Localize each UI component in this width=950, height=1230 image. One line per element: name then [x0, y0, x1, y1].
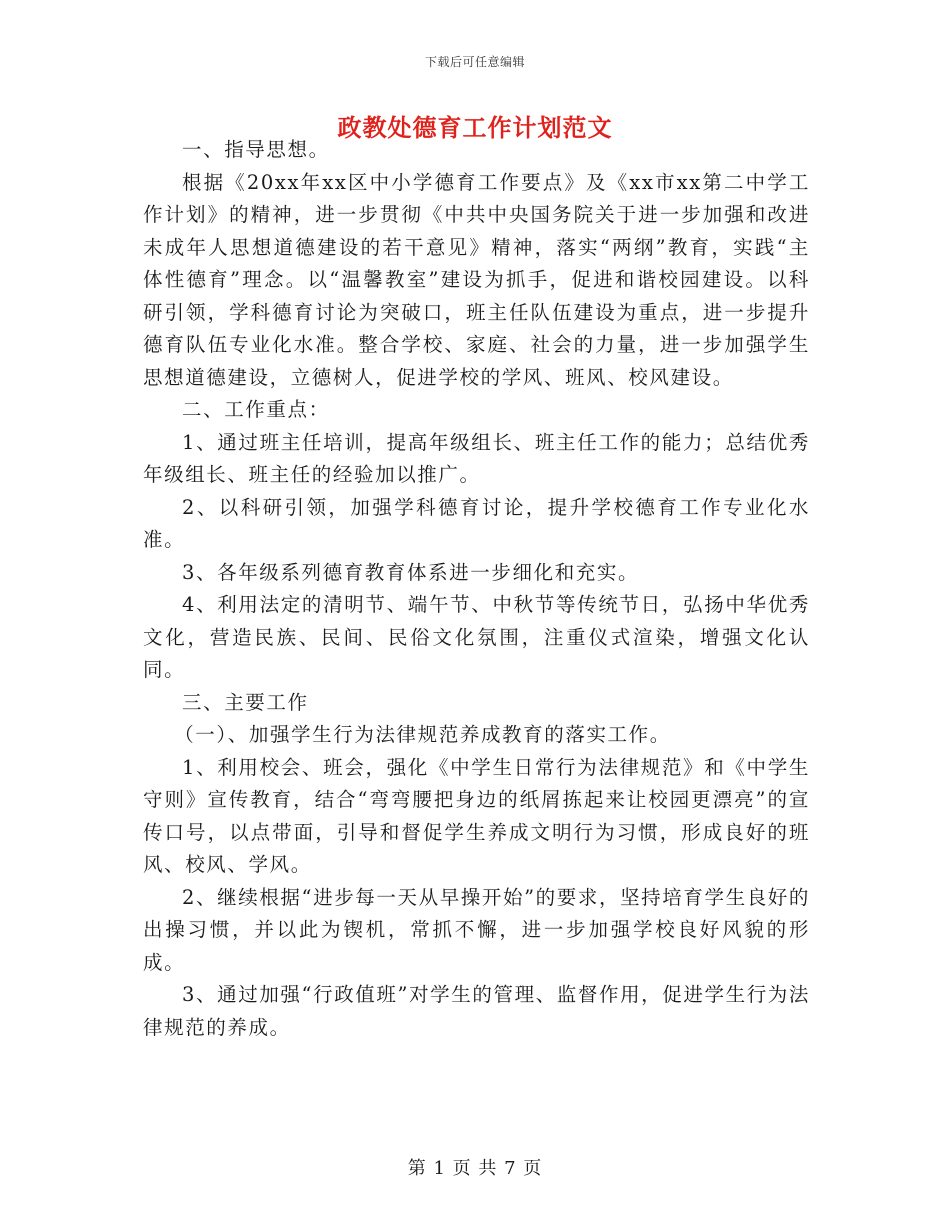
list-item: 3、各年级系列德育教育体系进一步细化和充实。	[182, 560, 640, 584]
page-number-footer: 第 1 页 共 7 页	[407, 1158, 543, 1179]
list-item: 2、继续根据“进步每一天从早操开始”的要求，坚持培育学生良好的出操习惯，并以此为锲机，常抓不懈，进一步加强学校良好风貌的形成。	[143, 885, 810, 974]
subsection-heading: （一）、加强学生行为法律规范养成教育的落实工作。	[174, 723, 671, 746]
list-item: 2、以科研引领，加强学科德育讨论，提升学校德育工作专业化水准。	[143, 495, 810, 551]
document-body	[143, 134, 810, 1044]
header-note: 下载后可任意编辑	[424, 55, 525, 69]
section-heading-work-focus: 二、工作重点：	[182, 398, 330, 421]
list-item: 3、通过加强“行政值班”对学生的管理、监督作用，促进学生行为法律规范的养成。	[143, 983, 810, 1039]
list-item: 4、利用法定的清明节、端午节、中秋节等传统节日，弘扬中华优秀文化，营造民族、民间、民俗文化氛围，注重仪式渲染，增强文化认同。	[143, 593, 810, 681]
body-paragraph: 根据《20xx年xx区中小学德育工作要点》及《xx市xx第二中学工作计划》的精神，进一步贯彻《中共中央国务院关于进一步加强和改进未成年人思想道德建设的若干意见》精神，落实“两纲”教育，实践“主体性德育”理念。以“温馨教室”建设为抓手，促进和谐校园建设。以科研引领，学科德育讨论为突破口，班主任队伍建设为重点，进一步提升德育队伍专业化水准。整合学校、家庭、社会的力量，进一步加强学生思想道德建设，立德树人，促进学校的学风、班风、校风建设。	[143, 170, 810, 389]
list-item: 1、利用校会、班会，强化《中学生日常行为法律规范》和《中学生守则》宣传教育，结合“弯弯腰把身边的纸屑拣起来让校园更漂亮”的宣传口号，以点带面，引导和督促学生养成文明行为习惯，形成良好的班风、校风、学风。	[143, 755, 810, 876]
list-item: 1、通过班主任培训，提高年级组长、班主任工作的能力；总结优秀年级组长、班主任的经验加以推广。	[143, 430, 810, 486]
section-heading-main-work: 三、主要工作	[182, 690, 309, 714]
document-title: 政教处德育工作计划范文	[337, 113, 613, 142]
section-heading-guiding-thought: 一、指导思想。	[182, 138, 330, 161]
